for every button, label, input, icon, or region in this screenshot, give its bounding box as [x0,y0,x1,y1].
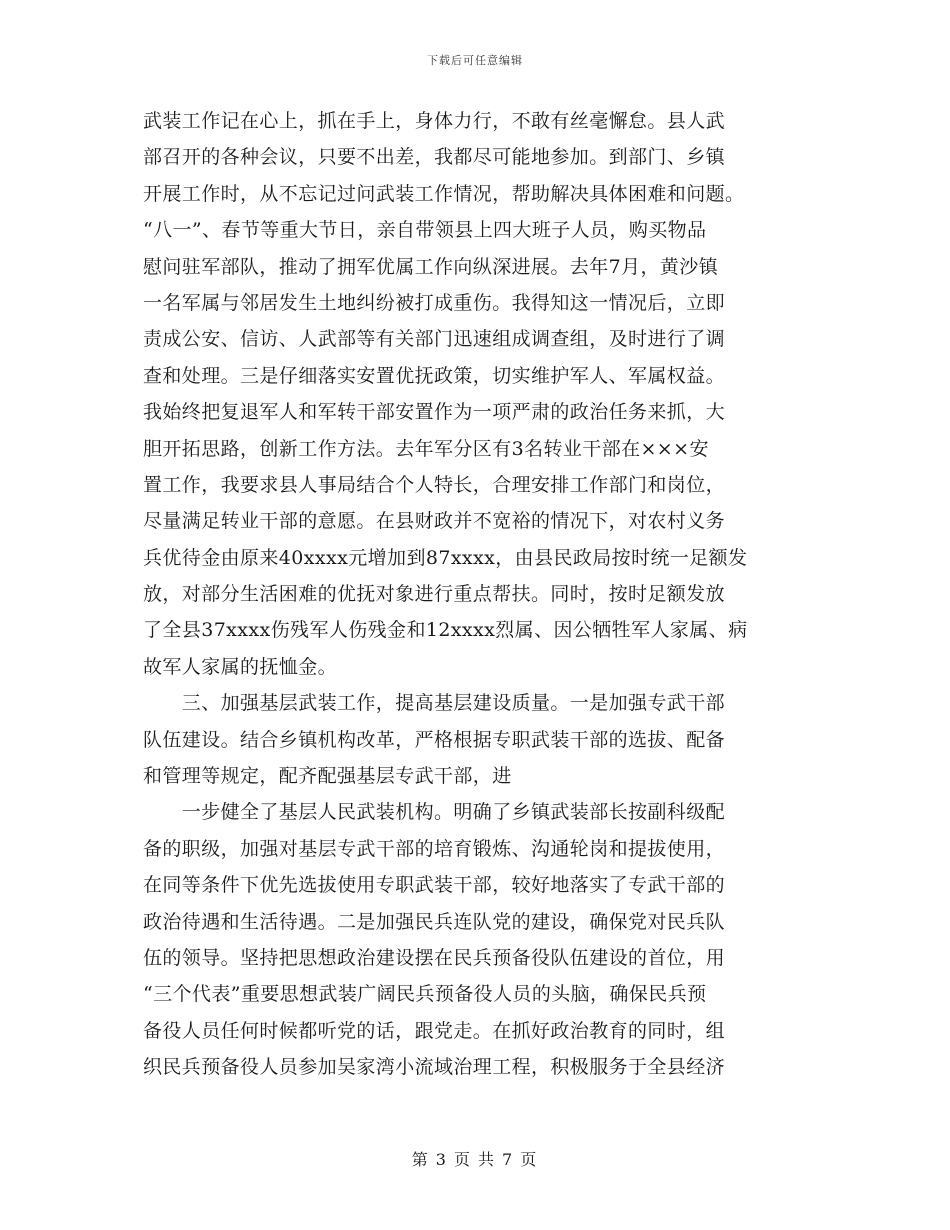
page-footer [0,1147,950,1170]
text-line: 伍的领导。坚持把思想政治建设摆在民兵预备役队伍建设的首位，用 [143,946,726,969]
text-line: 政治待遇和生活待遇。二是加强民兵连队党的建设，确保党对民兵队 [143,910,726,933]
text-line: 开展工作时，从不忘记过问武装工作情况，帮助解决具体困难和问题。 [143,182,745,205]
text-line: 我始终把复退军人和军转干部安置作为一项严肃的政治任务来抓，大 [143,401,726,424]
footer-total-word: 共 [478,1150,497,1169]
text-line: 一步健全了基层人民武装机构。明确了乡镇武装部长按副科级配 [143,801,726,824]
total-page-count: 7 [502,1150,515,1169]
text-line: 查和处理。三是仔细落实安置优抚政策，切实维护军人、军属权益。 [143,364,726,387]
text-line: 置工作，我要求县人事局结合个人特长，合理安排工作部门和岗位， [143,473,726,496]
page-header: 下载后可任意编辑 [427,54,523,67]
text-line: 备的职级，加强对基层专武干部的培育锻炼、沟通轮岗和提拔使用， [143,837,726,860]
text-line: 放，对部分生活困难的优抚对象进行重点帮扶。同时，按时足额发放 [143,583,726,606]
text-line: 故军人家属的抚恤金。 [143,655,338,678]
text-line: 责成公安、信访、人武部等有关部门迅速组成调查组，及时进行了调 [143,328,726,351]
text-line: 队伍建设。结合乡镇机构改革，严格根据专职武装干部的选拔、配备 [143,728,726,751]
text-line: 和管理等规定，配齐配强基层专武干部，进 [143,765,512,788]
text-line: 武装工作记在心上，抓在手上，身体力行，不敢有丝毫懈怠。县人武 [143,110,726,132]
footer-suffix: 页 [520,1150,539,1169]
footer-prefix: 第 [411,1150,430,1169]
text-line: 了全县37xxxx伤残军人伤残金和12xxxx烈属、因公牺牲军人家属、病 [143,619,748,642]
text-line: “八一”、春节等重大节日，亲自带领县上四大班子人员，购买物品 [143,219,707,242]
text-line: 部召开的各种会议，只要不出差，我都尽可能地参加。到部门、乡镇 [143,146,726,169]
text-line: 慰问驻军部队，推动了拥军优属工作向纵深进展。去年7月，黄沙镇 [143,255,719,278]
text-line: 一名军属与邻居发生土地纠纷被打成重伤。我得知这一情况后，立即 [143,291,726,314]
current-page-number: 3 [435,1150,448,1169]
body-text [143,103,815,1086]
footer-page-word: 页 [453,1150,472,1169]
text-line: 在同等条件下优先选拔使用专职武装干部，较好地落实了专武干部的 [143,874,726,897]
text-line: 兵优待金由原来40xxxx元增加到87xxxx，由县民政局按时统一足额发 [143,546,748,569]
text-line: 织民兵预备役人员参加吴家湾小流域治理工程，积极服务于全县经济 [143,1056,726,1079]
text-line: 三、加强基层武装工作，提高基层建设质量。一是加强专武干部 [143,692,726,715]
text-line: 备役人员任何时候都听党的话，跟党走。在抓好政治教育的同时，组 [143,1019,726,1042]
text-line: 尽量满足转业干部的意愿。在县财政并不宽裕的情况下，对农村义务 [143,510,726,533]
text-line: 胆开拓思路，创新工作方法。去年军分区有3名转业干部在×××安 [143,437,709,460]
text-line: “三个代表”重要思想武装广阔民兵预备役人员的头脑，确保民兵预 [143,983,707,1006]
